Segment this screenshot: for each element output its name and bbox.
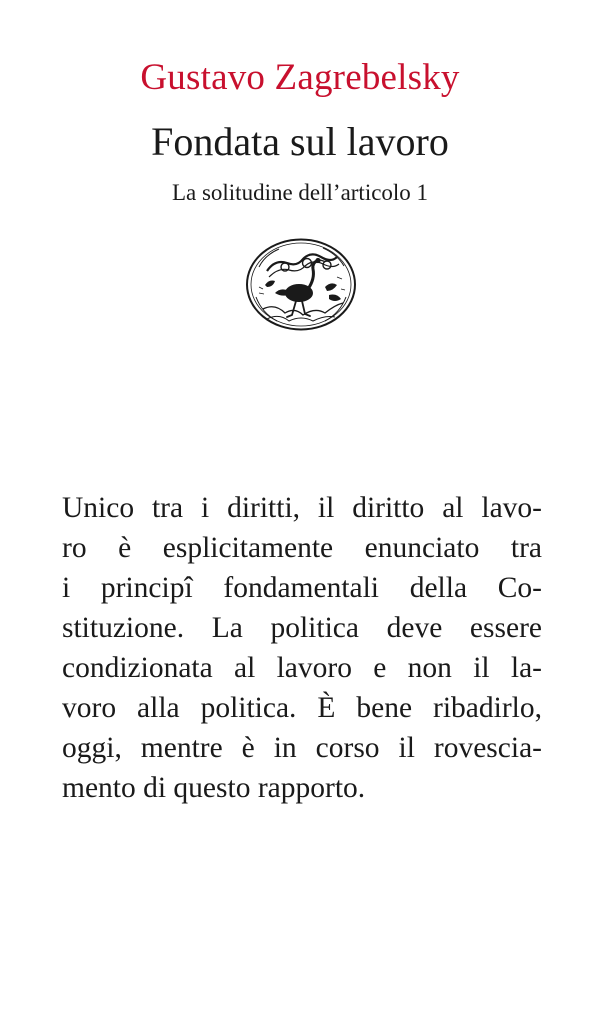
blurb-line: condizionata al lavoro e non il la- [62,652,542,684]
blurb-line: oggi, mentre è in corso il rovescia- [62,732,542,764]
blurb-line: voro alla politica. È bene ribadirlo, [62,692,542,724]
blurb-line: ro è esplicitamente enunciato tra [62,532,542,564]
blurb-line: stituzione. La politica deve essere [62,612,542,644]
book-subtitle: La solitudine dell’articolo 1 [171,180,429,205]
blurb-line: i principî fondamentali della Co- [62,572,542,604]
author-name: Gustavo Zagrebelsky [140,57,460,98]
blurb-line: Unico tra i diritti, il diritto al lavo- [62,492,542,524]
blurb-line: mento di questo rapporto. [62,772,366,804]
cover-blurb [62,488,542,808]
publisher-ostrich-emblem-icon [245,237,357,332]
book-title: Fondata sul lavoro [151,119,449,164]
